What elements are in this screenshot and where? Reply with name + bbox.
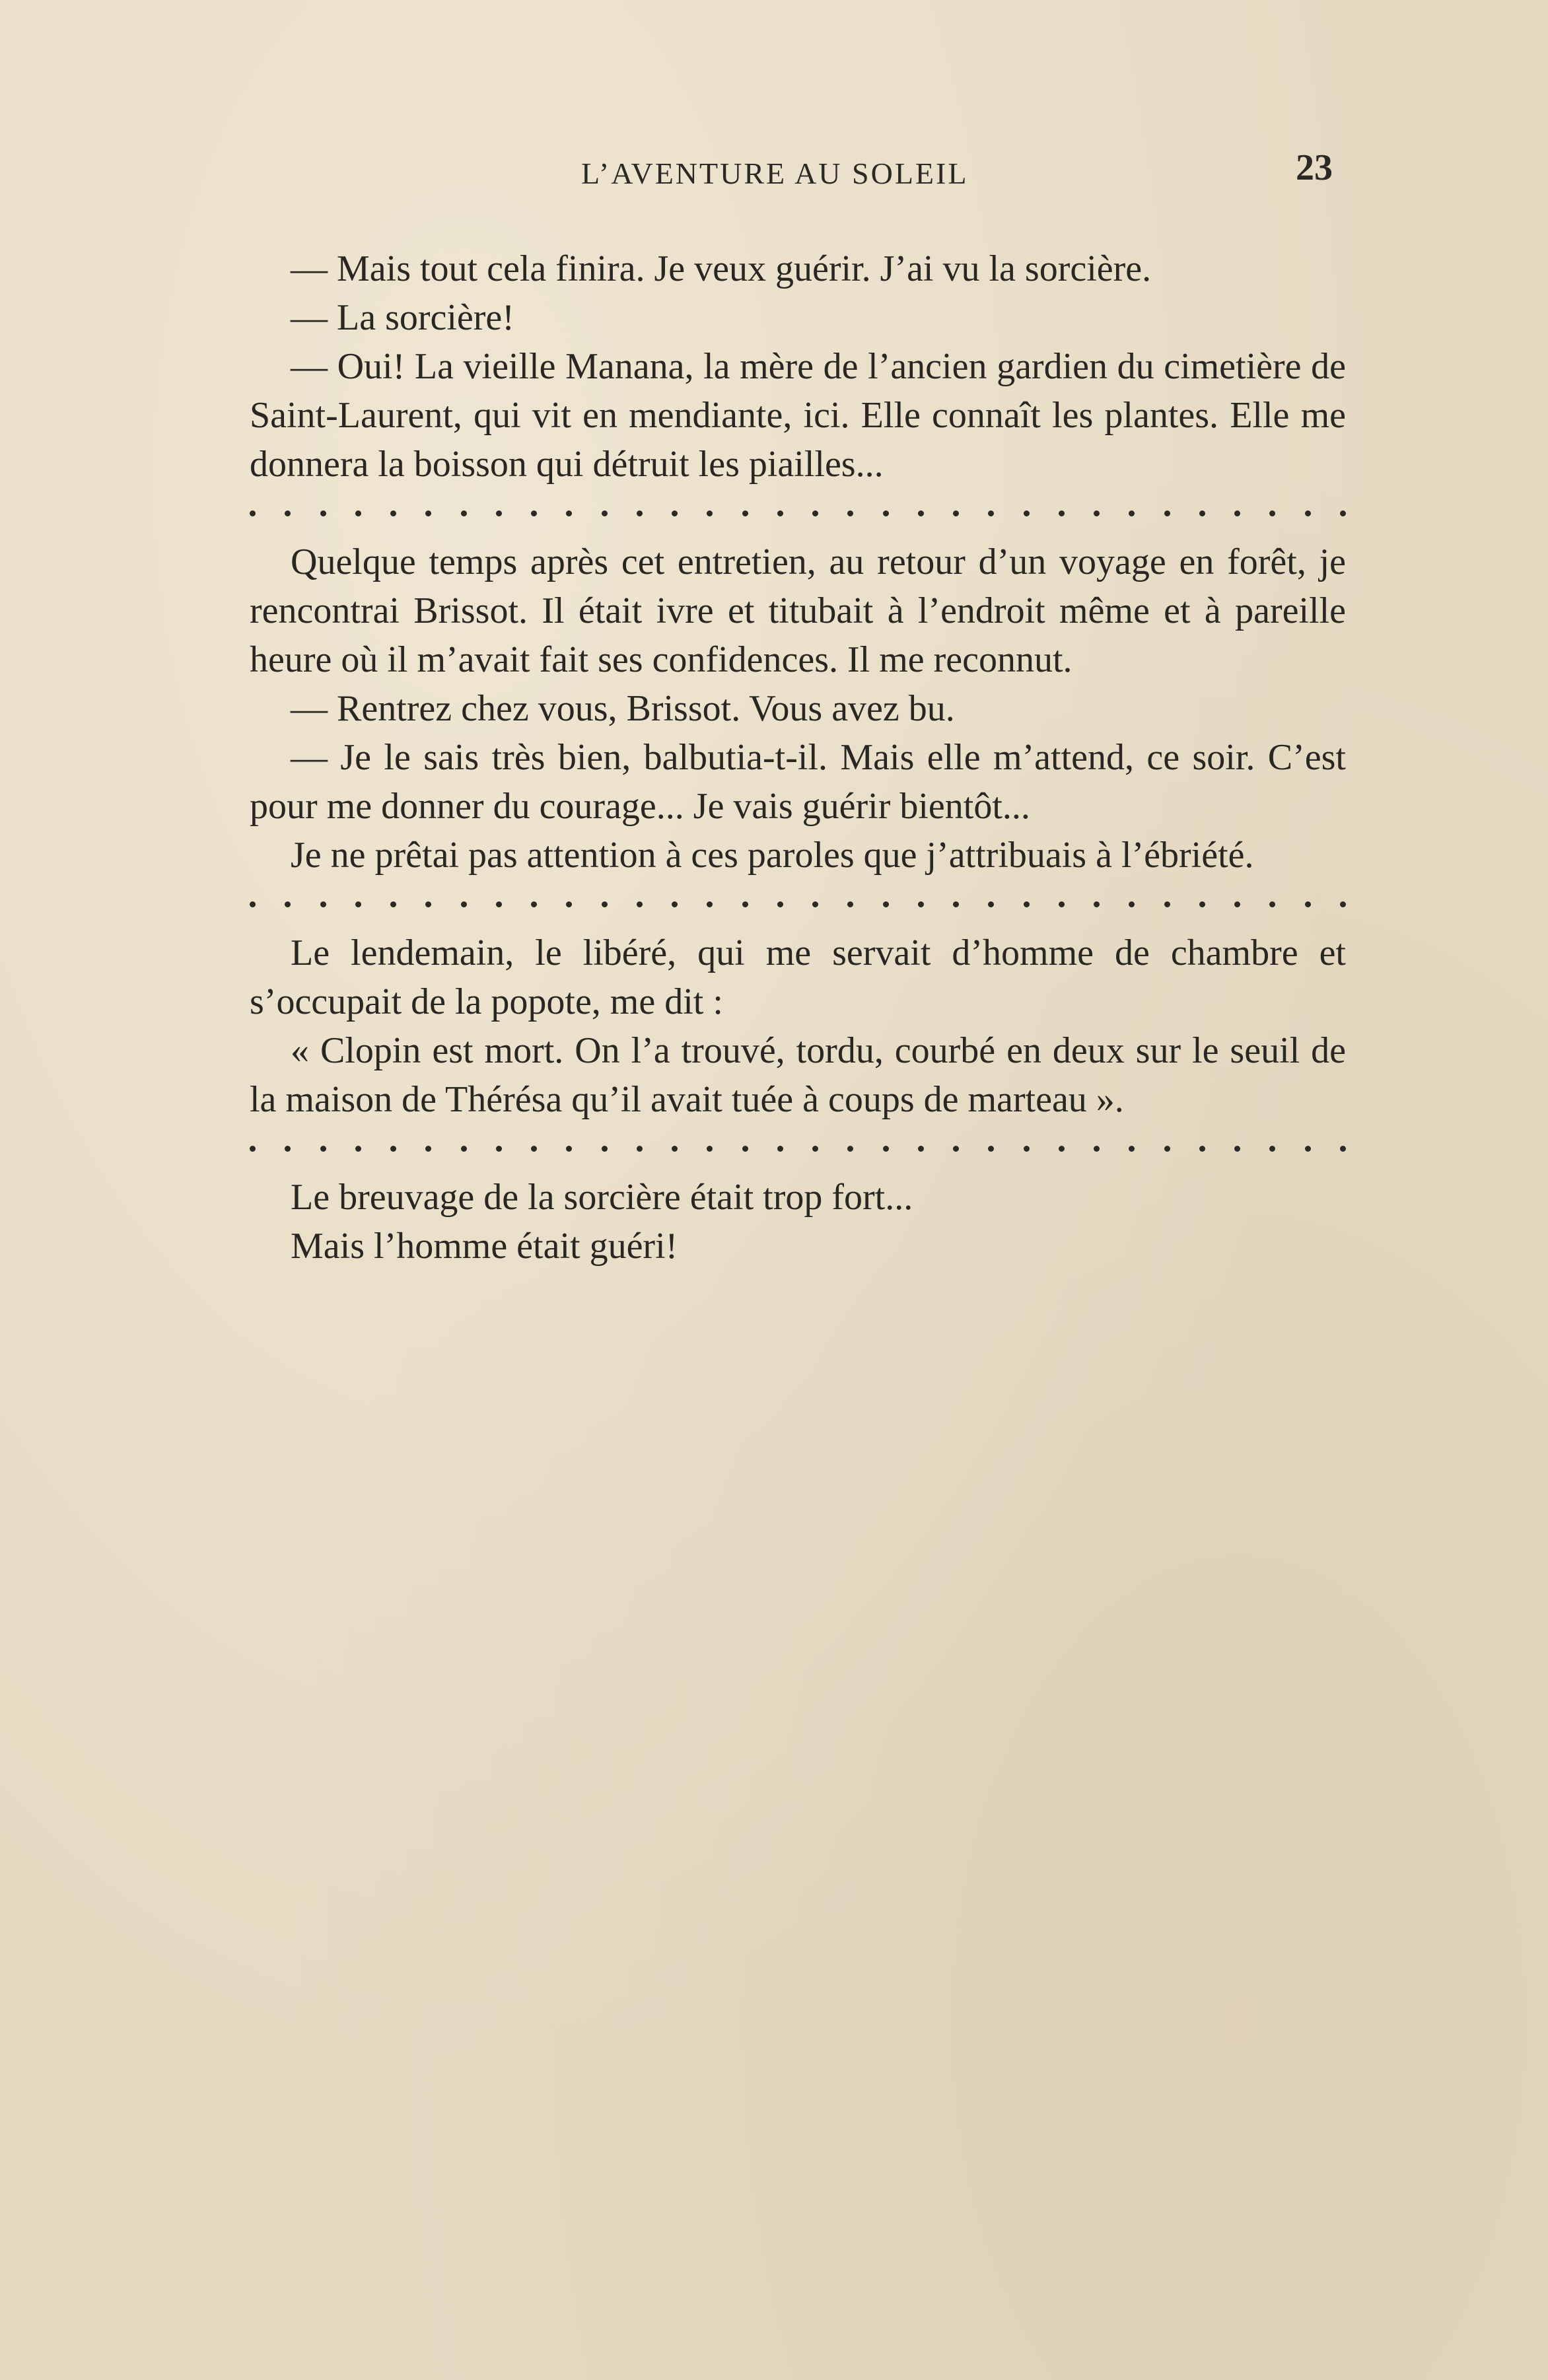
paragraph: — Mais tout cela finira. Je veux guérir. J’ai vu la sorcière. — [291, 248, 1152, 289]
section-break-dots — [250, 1124, 1346, 1173]
paragraph: — Oui! La vieille Manana, la mère de l’ancien gardien du cimetière de Saint-Laurent, qui vit en mendiante, ici. Elle connaît les plantes. Elle me donnera la boisson qui détruit les piailles... — [250, 346, 1346, 485]
paragraph: Je ne prêtai pas attention à ces paroles que j’attribuais à l’ébriété. — [291, 835, 1254, 876]
page-number: 23 — [1296, 147, 1333, 188]
paragraph: — Rentrez chez vous, Brissot. Vous avez bu. — [291, 688, 955, 729]
paragraph: Le breuvage de la sorcière était trop fort... — [291, 1177, 913, 1218]
section-break-dots — [250, 880, 1346, 928]
paragraph: Le lendemain, le libéré, qui me servait d’homme de chambre et s’occupait de la popote, me dit : — [250, 932, 1346, 1022]
section-break-dots — [250, 489, 1346, 538]
paragraph: Mais l’homme était guéri! — [291, 1226, 678, 1267]
paragraph: — Je le sais très bien, balbutia-t-il. Mais elle m’attend, ce soir. C’est pour me donner du courage... Je vais guérir bientôt... — [250, 737, 1346, 827]
paragraph: « Clopin est mort. On l’a trouvé, tordu, courbé en deux sur le seuil de la maison de Thérésa qu’il avait tuée à coups de marteau ». — [250, 1030, 1346, 1120]
paragraph: — La sorcière! — [291, 297, 514, 338]
body-text — [250, 244, 1346, 1271]
paragraph: Quelque temps après cet entretien, au retour d’un voyage en forêt, je rencontrai Brissot. Il était ivre et titubait à l’endroit même et à pareille heure où il m’avait fait ses confidences. Il me reconnut. — [250, 542, 1346, 680]
running-title: L’AVENTURE AU SOLEIL — [581, 157, 969, 190]
